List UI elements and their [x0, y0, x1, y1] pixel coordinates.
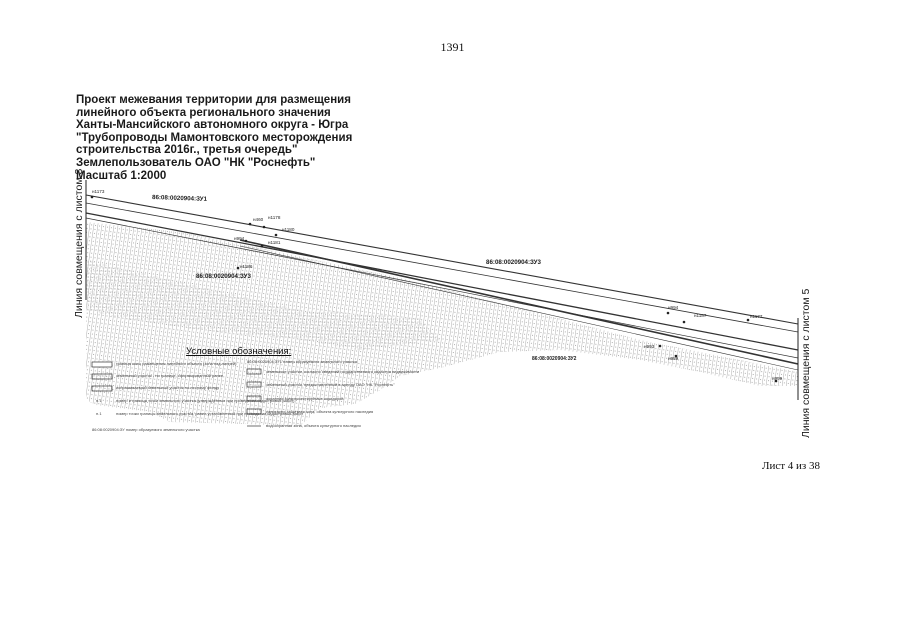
legend-right-item-3: охранная зона проектируемых коридоров [266, 396, 344, 401]
survey-point [237, 267, 240, 270]
title-line-2: линейного объекта регионального значения [76, 106, 331, 119]
survey-point [747, 319, 750, 322]
point-label: н1180 [282, 227, 295, 232]
legend-right-item-1: земельные участки, согласно сведений государственного кадастра недвижимости [266, 369, 420, 374]
survey-point [667, 312, 670, 315]
legend-right-item-4: санитарно-защитная зона, объекта культурного наследия [266, 409, 374, 414]
point-label: н1177 [750, 314, 763, 319]
title-line-4: "Трубопроводы Мамонтовского месторождения [76, 131, 353, 144]
survey-point [261, 245, 264, 248]
legend-left-item-1: граница зоны размещения линейного объекта (зона под линией) [116, 361, 237, 366]
parcel-label-zu-small: 86:08:0020904:ЗУ2 [532, 356, 577, 362]
title-line-6: Землепользователь ОАО "НК "Роснефть" [76, 156, 316, 169]
legend-left-item-3: испрашиваемый земельный участок по лесному фонду [116, 385, 220, 390]
legend-title: Условные обозначения: [186, 346, 292, 357]
survey-point [263, 226, 266, 229]
parcel-label-zu1: 86:08:0020904:ЗУ1 [151, 194, 208, 203]
survey-point [245, 240, 248, 243]
legend-right-item-2: земельный участок, предоставленный в аренду ОАО "НК "Роснефть" [266, 382, 395, 387]
point-label: н1178 [268, 215, 281, 220]
legend-symbol [92, 386, 112, 391]
title-line-1: Проект межевания территории для размещения [76, 94, 351, 106]
legend-right-item-5: водоохранная зона, объекта культурного наследия [266, 423, 361, 428]
right-edge-label: Линия совмещения с листом 5 [800, 288, 812, 438]
legend-symbol [92, 362, 112, 367]
legend-left-number-2: н.1 [96, 411, 102, 416]
survey-point [659, 345, 662, 348]
point-label: н994 [668, 305, 679, 310]
point-label: н999 [772, 376, 783, 381]
legend-left-item-5: номер точки границы земельного участка, ранее установленной при проведении кадастровых работ [116, 411, 304, 416]
point-label: н993 [644, 344, 655, 349]
legend-symbol [92, 374, 112, 379]
legend-left-number-1: н.1 [96, 398, 102, 403]
point-label: н994 [234, 236, 245, 241]
point-label: н1181 [268, 240, 281, 245]
point-label: н1187 [694, 313, 707, 318]
page-number: 1391 [440, 40, 465, 54]
point-label: н989 [668, 356, 679, 361]
legend-left-item-2: земельный участок - по границе, сформированный ранее [116, 373, 224, 378]
title-line-3: Ханты-Мансийского автономного округа - Югра [76, 119, 349, 132]
sheet-label: Лист 4 из 38 [762, 460, 821, 472]
survey-point [91, 196, 94, 199]
point-label: н1186 [240, 264, 253, 269]
legend-left-bottom: 86:08:0020904:ЗУ номер образуемого земельного участка [92, 427, 200, 432]
title-line-7: Масштаб 1:2000 [76, 169, 167, 182]
point-label: н1173 [92, 189, 105, 194]
parcel-label-zu3-upper: 86:08:0020904:ЗУ3 [486, 259, 541, 266]
legend-symbol [247, 382, 261, 387]
survey-point [275, 234, 278, 237]
parcel-label-zu3-lower: 86:08:0020904:ЗУ3 [196, 273, 251, 280]
legend-right-head: 86:08:0020904:ЗУ1 номер образуемого земельного участка [247, 359, 357, 364]
left-edge-label: Линия совмещения с листом 3 [73, 168, 85, 318]
title-line-5: строительства 2016г., третья очередь" [76, 144, 298, 157]
survey-point [683, 321, 686, 324]
survey-point [249, 223, 252, 226]
legend-left-item-4: номер и граница точки земельного участка (утверждённые при проведении кадастровых работ) [116, 398, 295, 403]
point-label: н460 [253, 217, 264, 222]
